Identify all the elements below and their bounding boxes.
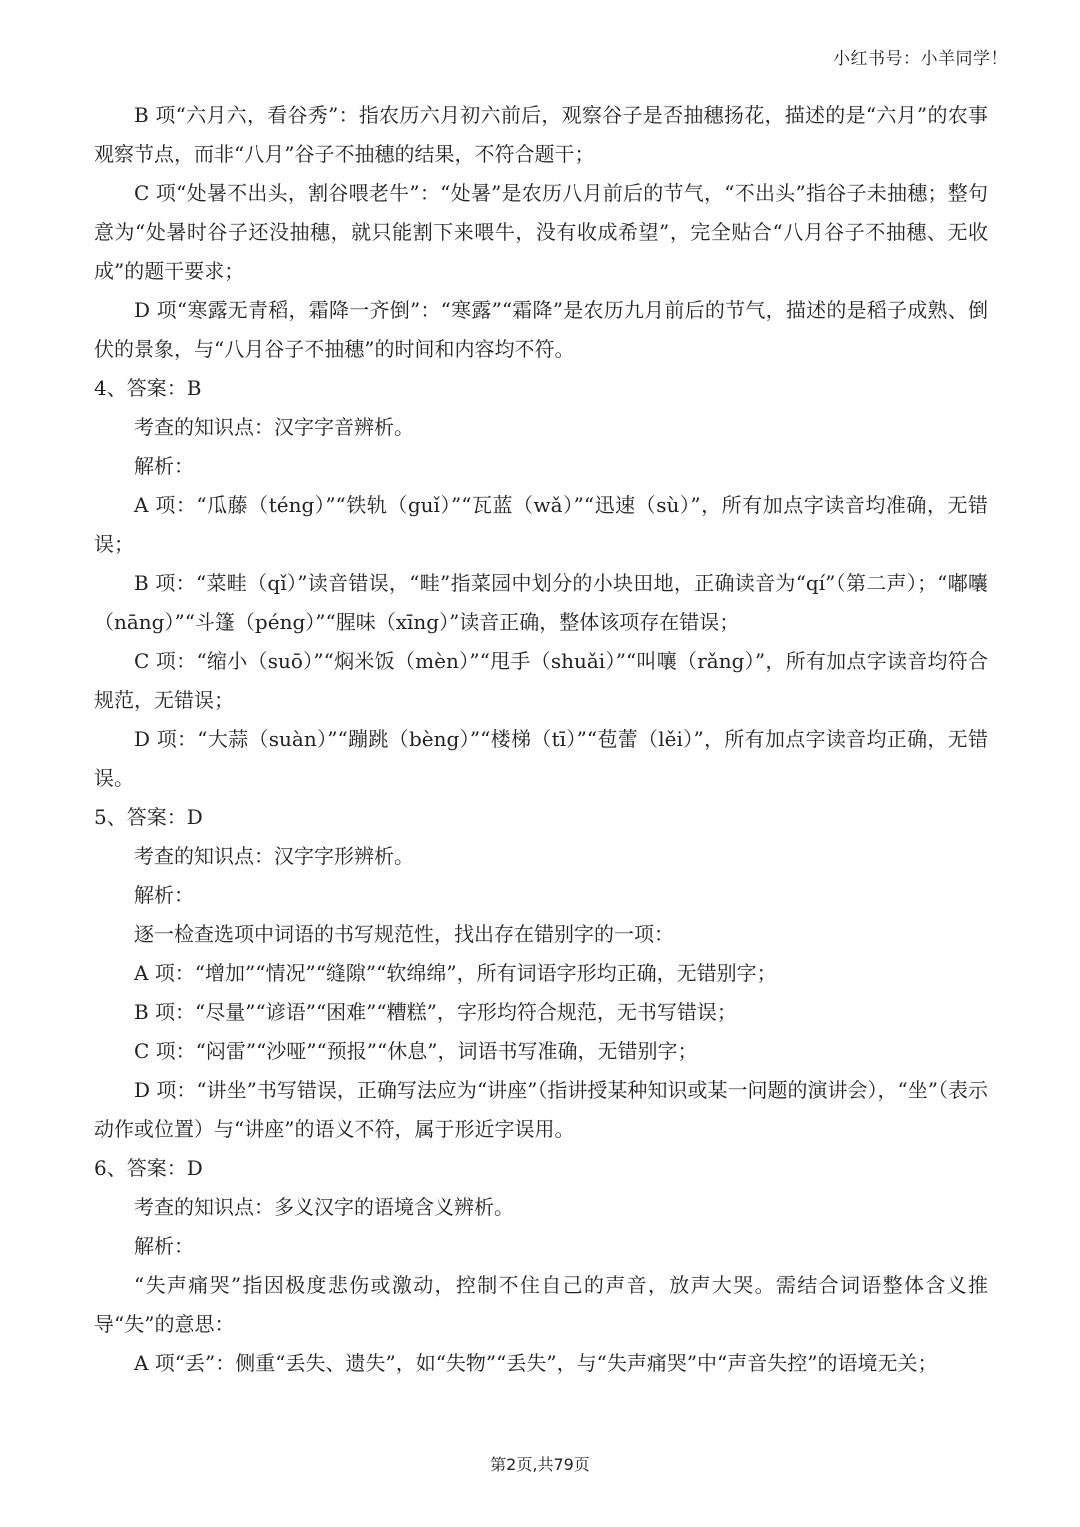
q6-analysis-label: 解析： [134, 1234, 194, 1258]
page-number: 第2页,共79页 [490, 1455, 590, 1474]
q4-option-c: C 项：“缩小（suō）”“焖米饭（mèn）”“甩手（shuǎi）”“叫嚷（rǎng）”，所有加点字读音均符合规范，无错误； [94, 649, 988, 712]
q5-option-b: B 项：“尽量”“谚语”“困难”“糟糕”，字形均符合规范，无书写错误； [134, 1000, 737, 1024]
q4-option-b: B 项：“菜畦（qǐ）”读音错误，“畦”指菜园中划分的小块田地，正确读音为“qí”（第二声）；“嘟囔（nāng）”“斗篷（péng）”“腥味（xīng）”读音正确，整体该项存在错误； [94, 571, 988, 634]
q6-answer: 6、答案：D [94, 1156, 203, 1180]
q6-knowledge: 考查的知识点：多义汉字的语境含义辨析。 [134, 1195, 514, 1219]
q5-option-d: D 项：“讲坐”书写错误，正确写法应为“讲座”（指讲授某种知识或某一问题的演讲会），“坐”（表示动作或位置）与“讲座”的语义不符，属于形近字误用。 [94, 1078, 988, 1141]
q5-intro: 逐一检查选项中词语的书写规范性，找出存在错别字的一项： [134, 922, 674, 946]
q4-analysis-label: 解析： [134, 454, 194, 478]
document-body [94, 96, 988, 1383]
q5-option-a: A 项：“增加”“情况”“缝隙”“软绵绵”，所有词语字形均正确，无错别字； [134, 961, 777, 985]
q4-option-a: A 项：“瓜藤（téng）”“铁轨（guǐ）”“瓦蓝（wǎ）”“迅速（sù）”，所有加点字读音均准确，无错误； [94, 493, 988, 556]
q4-answer: 4、答案：B [94, 376, 202, 400]
q3-option-d: D 项“寒露无青稻，霜降一齐倒”：“寒露”“霜降”是农历九月前后的节气，描述的是稻子成熟、倒伏的景象，与“八月谷子不抽穗”的时间和内容均不符。 [94, 298, 988, 361]
q5-knowledge: 考查的知识点：汉字字形辨析。 [134, 844, 414, 868]
q6-intro: “失声痛哭”指因极度悲伤或激动，控制不住自己的声音，放声大哭。需结合词语整体含义推导“失”的意思： [94, 1273, 988, 1336]
q4-knowledge: 考查的知识点：汉字字音辨析。 [134, 415, 414, 439]
watermark-text: 小红书号：小羊同学！ [833, 49, 1008, 69]
q5-analysis-label: 解析： [134, 883, 194, 907]
q5-option-c: C 项：“闷雷”“沙哑”“预报”“休息”，词语书写准确，无错别字； [134, 1039, 698, 1063]
q3-option-b: B 项“六月六，看谷秀”：指农历六月初六前后，观察谷子是否抽穗扬花，描述的是“六月”的农事观察节点，而非“八月”谷子不抽穗的结果，不符合题干； [94, 103, 988, 166]
q6-option-a: A 项“丢”：侧重“丢失、遗失”，如“失物”“丢失”，与“失声痛哭”中“声音失控”的语境无关； [134, 1351, 938, 1375]
q5-answer: 5、答案：D [94, 805, 203, 829]
q4-option-d: D 项：“大蒜（suàn）”“蹦跳（bèng）”“楼梯（tī）”“苞蕾（lěi）”，所有加点字读音均正确，无错误。 [94, 727, 988, 790]
q3-option-c: C 项“处暑不出头，割谷喂老牛”：“处暑”是农历八月前后的节气，“不出头”指谷子未抽穗；整句意为“处暑时谷子还没抽穗，就只能割下来喂牛，没有收成希望”，完全贴合“八月谷子不抽穗、无收成”的题干要求； [94, 181, 988, 283]
